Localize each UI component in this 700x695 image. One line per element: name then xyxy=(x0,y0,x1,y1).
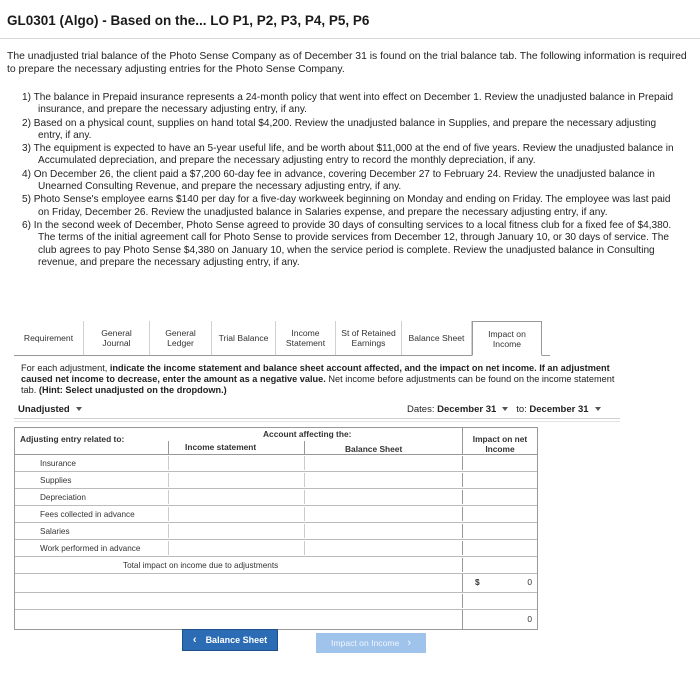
chevron-down-icon xyxy=(595,407,601,411)
requirement-item-6: 6) In the second week of December, Photo Sense agreed to provide 30 days of consulting services to a local fitness club for a fixed fee of $4,380. The terms of the initial agreement call for Photo Sense to provide services from December 12, through January 10, or 30 days of service. The club agrees to pay Photo Sense $4,380 on January 10, when the service period is complete. Review the unadjusted balance in Consulting revenue, and prepare the necessary adjusting entry, if any. xyxy=(22,219,672,268)
balance-sheet-cell[interactable] xyxy=(304,507,462,521)
total-impact-cell xyxy=(462,558,538,572)
unadjusted-dropdown[interactable] xyxy=(18,404,82,415)
row-label: Depreciation xyxy=(40,493,86,502)
page-title: GL0301 (Algo) - Based on the... LO P1, P2, P3, P4, P5, P6 xyxy=(7,13,370,28)
header-divider xyxy=(0,38,700,39)
blank-row xyxy=(15,593,537,610)
col-income-statement: Income statement xyxy=(185,442,257,452)
tab-impact-on-income[interactable]: Impact on Income xyxy=(472,321,542,356)
dates-label: Dates: xyxy=(407,404,435,415)
balance-sheet-cell[interactable] xyxy=(304,541,462,555)
table-row xyxy=(15,489,537,506)
tab-income-statement[interactable]: Income Statement xyxy=(276,321,336,355)
col-impact-net-income: Impact on net Income xyxy=(472,434,528,454)
intro-text: The unadjusted trial balance of the Photo Sense Company as of December 31 is found on the trial balance tab. The following information is required to prepare the necessary adjusting entries for the Photo Sense Company. xyxy=(7,51,687,75)
requirement-item-4: 4) On December 26, the client paid a $7,200 60-day fee in advance, covering December 27 to February 24. Review the unadjusted balance in Unearned Consulting Revenue, and prepare the necessary adjusting entry, if any. xyxy=(22,168,655,193)
table-row xyxy=(15,455,537,472)
instruction-text xyxy=(21,363,621,396)
requirement-list xyxy=(22,92,682,270)
col-account-affecting: Account affecting the: xyxy=(263,429,352,439)
table-row xyxy=(15,523,537,540)
col-balance-sheet: Balance Sheet xyxy=(345,444,403,454)
table-header xyxy=(15,428,537,455)
date-from-dropdown[interactable] xyxy=(437,404,508,415)
chevron-right-icon: › xyxy=(407,637,411,649)
table-row xyxy=(15,540,537,557)
col-adjusting-entry: Adjusting entry related to: xyxy=(20,434,125,444)
instruction-bold-1: indicate the income statement and balance sheet account affected, and the impact on net income. xyxy=(109,363,537,373)
filter-divider-2 xyxy=(14,421,620,422)
chevron-down-icon xyxy=(76,407,82,411)
income-statement-cell[interactable] xyxy=(168,507,304,521)
net-income-value: 0 xyxy=(527,614,532,624)
income-statement-cell[interactable] xyxy=(168,473,304,487)
instruction-bold-2: If an adjustment caused net income to decrease, enter the amount as a negative value. xyxy=(21,363,610,384)
header-divider-line xyxy=(304,441,305,454)
income-statement-cell[interactable] xyxy=(168,524,304,538)
table-row xyxy=(15,472,537,489)
row-label: Salaries xyxy=(40,527,70,536)
requirement-item-2: 2) Based on a physical count, supplies on hand total $4,200. Review the unadjusted balance in Supplies, and prepare the necessary adjusting entry, if any. xyxy=(22,117,657,141)
date-to-dropdown[interactable] xyxy=(529,404,600,415)
tab-bar xyxy=(14,321,550,356)
tab-balance-sheet[interactable]: Balance Sheet xyxy=(402,321,472,355)
impact-table xyxy=(14,427,538,630)
instruction-part-1: For each adjustment, xyxy=(21,363,110,373)
total-impact-value xyxy=(462,574,538,592)
income-statement-cell[interactable] xyxy=(168,490,304,504)
header-divider-line xyxy=(168,441,169,454)
row-label: Insurance xyxy=(40,459,76,468)
balance-sheet-cell[interactable] xyxy=(304,524,462,538)
blank-cell xyxy=(462,594,538,608)
instruction-bold-3: (Hint: Select unadjusted on the dropdown.) xyxy=(38,385,227,395)
chevron-down-icon xyxy=(502,407,508,411)
final-row xyxy=(15,610,537,629)
tab-retained-earnings[interactable]: St of Retained Earnings xyxy=(336,321,402,355)
currency-symbol: $ xyxy=(475,577,480,587)
balance-sheet-cell[interactable] xyxy=(304,490,462,504)
income-statement-cell[interactable] xyxy=(168,541,304,555)
date-to-value: December 31 xyxy=(529,404,589,415)
filter-row xyxy=(14,403,620,419)
impact-cell[interactable] xyxy=(462,507,538,521)
impact-cell[interactable] xyxy=(462,490,538,504)
tab-general-journal[interactable]: General Journal xyxy=(84,321,150,355)
filter-divider xyxy=(14,418,620,419)
requirement-item-3: 3) The equipment is expected to have an 5-year useful life, and be worth about $11,000 at the end of five years. Review the unadjusted balance in Accumulated depreciation, and prepare the necessary adjusting entry to record the monthly depreciation, if any. xyxy=(22,143,674,167)
next-impact-income-button[interactable] xyxy=(316,633,426,653)
table-row xyxy=(15,506,537,523)
impact-cell[interactable] xyxy=(462,541,538,555)
instruction-part-3: Net income before adjustments can be found on the income statement tab. xyxy=(21,374,615,395)
net-income-cell xyxy=(462,610,538,629)
total-value-row xyxy=(15,574,537,593)
total-row xyxy=(15,557,537,574)
total-label: Total impact on income due to adjustments xyxy=(123,561,279,570)
back-balance-sheet-button[interactable] xyxy=(182,629,278,651)
balance-sheet-cell[interactable] xyxy=(304,473,462,487)
row-label: Supplies xyxy=(40,476,72,485)
dates-to-label: to: xyxy=(516,404,527,415)
requirement-item-5: 5) Photo Sense's employee earns $140 per day for a five-day workweek beginning on Monday and ending on Friday. The employee was last paid on Friday, December 26. Review the unadjusted balance in Salaries expense, and prepare the necessary adjusting entry, if any. xyxy=(22,194,671,218)
tab-trial-balance[interactable]: Trial Balance xyxy=(212,321,276,355)
back-button-label: Balance Sheet xyxy=(205,635,268,645)
header-divider-line xyxy=(462,428,463,454)
balance-sheet-cell[interactable] xyxy=(304,456,462,470)
total-impact-amount: 0 xyxy=(527,577,532,587)
row-label: Fees collected in advance xyxy=(40,510,135,519)
row-label: Work performed in advance xyxy=(40,544,141,553)
income-statement-cell[interactable] xyxy=(168,456,304,470)
requirement-item-1: 1) The balance in Prepaid insurance represents a 24-month policy that went into effect on December 1. Review the unadjusted balance in Prepaid insurance, and prepare the necessary adjusting entry, if any. xyxy=(22,92,674,116)
next-button-label: Impact on Income xyxy=(331,638,400,648)
date-from-value: December 31 xyxy=(437,404,497,415)
dates-filter xyxy=(407,404,601,415)
chevron-left-icon: ‹ xyxy=(192,634,197,646)
tab-requirement[interactable]: Requirement xyxy=(14,321,84,355)
unadjusted-dropdown-value: Unadjusted xyxy=(18,404,70,415)
impact-cell[interactable] xyxy=(462,456,538,470)
tab-general-ledger[interactable]: General Ledger xyxy=(150,321,212,355)
impact-cell[interactable] xyxy=(462,524,538,538)
impact-cell[interactable] xyxy=(462,473,538,487)
